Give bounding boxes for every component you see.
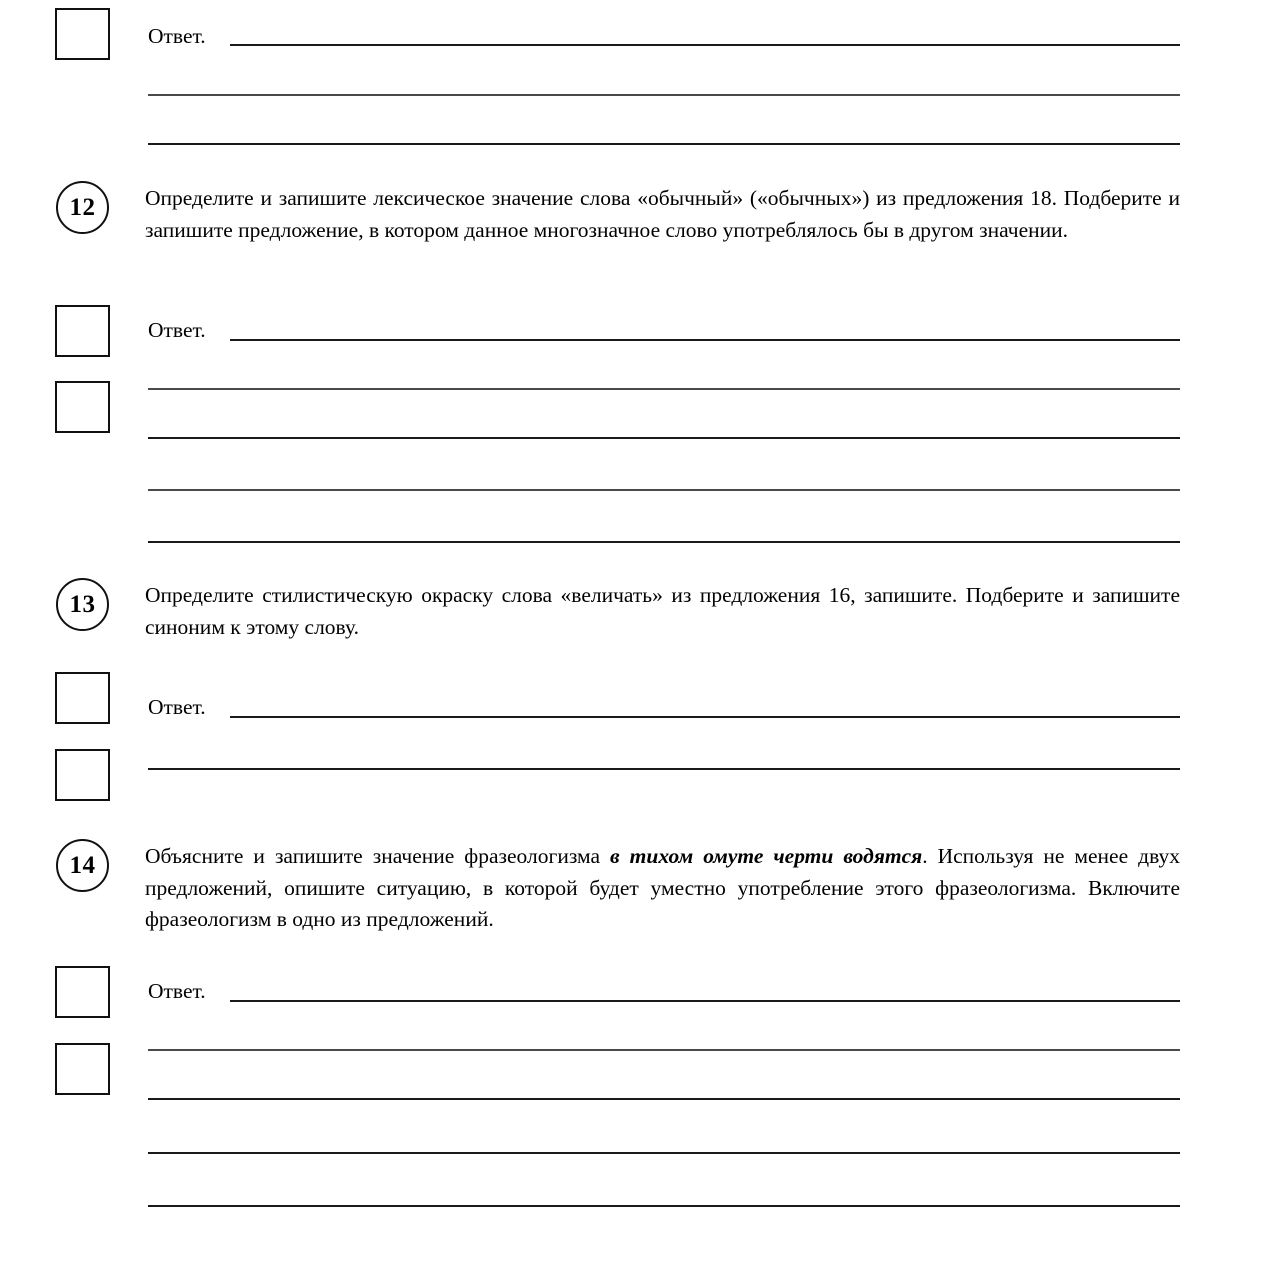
score-box[interactable] xyxy=(55,381,110,433)
score-box[interactable] xyxy=(55,305,110,357)
answer-line[interactable] xyxy=(230,1000,1180,1002)
task-12-prompt-text: Определите и запишите лексическое значение слова «обычный» («обычных») из предложения 18. Подберите и запишите предложение, в котором данное многозначное слово употреблялось бы в другом значении. xyxy=(145,186,1180,242)
answer-line[interactable] xyxy=(230,44,1180,46)
answer-line[interactable] xyxy=(148,768,1180,770)
score-box[interactable] xyxy=(55,1043,110,1095)
score-box[interactable] xyxy=(55,749,110,801)
answer-line[interactable] xyxy=(148,437,1180,439)
task-number-13: 13 xyxy=(56,578,109,631)
answer-line[interactable] xyxy=(148,1152,1180,1154)
task-14-prompt-text-2: . Используя не менее двух предложений, опишите ситуацию, в которой будет уместно употребление этого фразеологизма. Включите фразеологизм в одно из предложений. xyxy=(145,844,1180,931)
answer-label: Ответ. xyxy=(148,318,206,342)
task-12-prompt xyxy=(145,183,1180,246)
answer-line[interactable] xyxy=(148,143,1180,145)
answer-line[interactable] xyxy=(148,541,1180,543)
task-13-prompt xyxy=(145,580,1180,643)
task-14-prompt xyxy=(145,841,1180,936)
answer-line[interactable] xyxy=(148,489,1180,491)
answer-line[interactable] xyxy=(148,388,1180,390)
answer-label: Ответ. xyxy=(148,24,206,48)
answer-line[interactable] xyxy=(148,94,1180,96)
task-14-idiom: в тихом омуте черти водятся xyxy=(610,844,923,868)
answer-line[interactable] xyxy=(148,1205,1180,1207)
task-number-12: 12 xyxy=(56,181,109,234)
task-13-prompt-text: Определите стилистическую окраску слова «величать» из предложения 16, запишите. Подберите и запишите синоним к этому слову. xyxy=(145,583,1180,639)
answer-line[interactable] xyxy=(230,339,1180,341)
answer-line[interactable] xyxy=(148,1049,1180,1051)
score-box[interactable] xyxy=(55,8,110,60)
score-box[interactable] xyxy=(55,966,110,1018)
task-number-14: 14 xyxy=(56,839,109,892)
task-14-prompt-text-1: Объясните и запишите значение фразеологизма xyxy=(145,844,611,868)
answer-label: Ответ. xyxy=(148,979,206,1003)
score-box[interactable] xyxy=(55,672,110,724)
answer-line[interactable] xyxy=(148,1098,1180,1100)
answer-label: Ответ. xyxy=(148,695,206,719)
answer-line[interactable] xyxy=(230,716,1180,718)
